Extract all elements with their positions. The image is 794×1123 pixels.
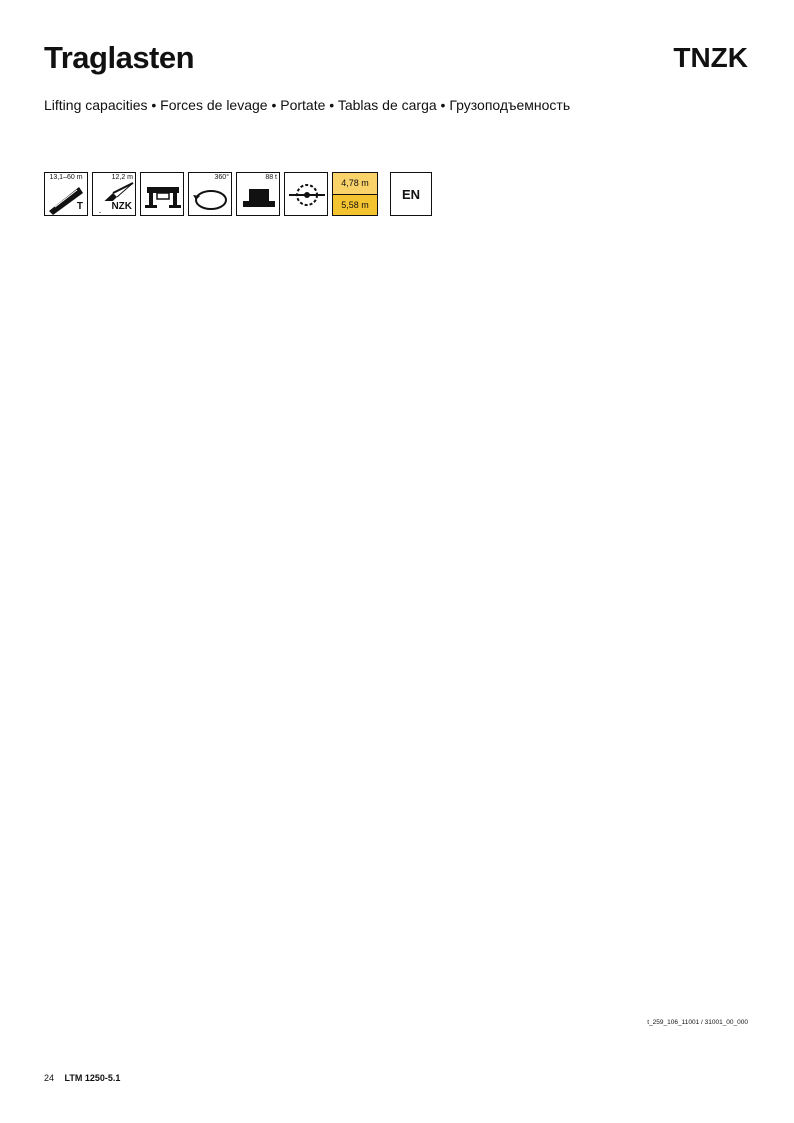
config-icons: [44, 172, 432, 216]
language-badge: EN: [390, 172, 432, 216]
counterweight-radius-values: [332, 172, 378, 216]
page-subtitle: Lifting capacities • Forces de levage • Portate • Tablas de carga • Грузоподъемность: [44, 97, 571, 113]
radius-b: 5,58 m: [333, 195, 377, 216]
page-title: Traglasten: [44, 40, 195, 75]
table-reference: t_259_106_11001 / 31001_00_000: [647, 1019, 748, 1026]
jib-icon: 12,2 m NZK: [92, 172, 136, 216]
config-code: TNZK: [673, 42, 748, 73]
model-name: LTM 1250-5.1: [64, 1073, 121, 1083]
page-number: 24: [44, 1073, 55, 1083]
main-boom-icon: 13,1–60 m T: [44, 172, 88, 216]
page-footer: [44, 1073, 120, 1083]
slew-icon: 360°: [188, 172, 232, 216]
counterweight-radius-icon: [284, 172, 328, 216]
outrigger-icon: [140, 172, 184, 216]
ballast-icon: 88 t: [236, 172, 280, 216]
radius-a: 4,78 m: [333, 173, 377, 195]
